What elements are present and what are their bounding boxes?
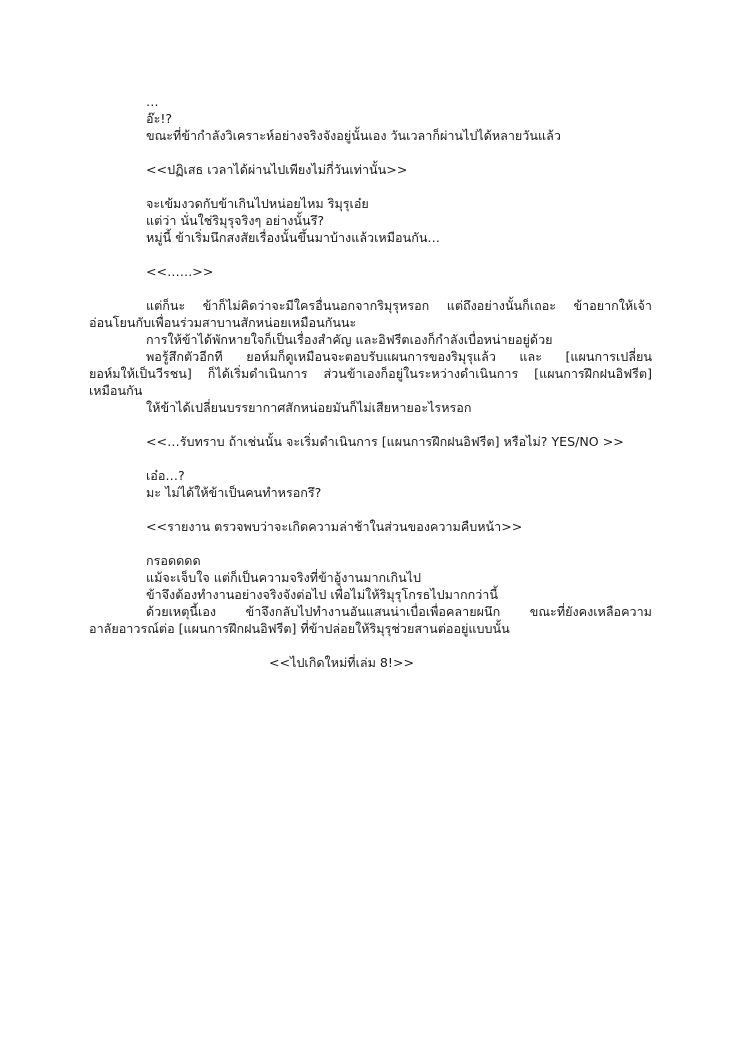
text-line: เอ๋อ…? (146, 468, 185, 483)
closing-line: <<ไปเกิดใหม่ที่เล่ม 8!>> (269, 655, 415, 670)
blank-line (89, 178, 652, 195)
text-line: <<ปฏิเสธ เวลาได้ผ่านไปเพียงไม่กี่วันเท่านั้น>> (146, 162, 408, 177)
text-line: แม้จะเจ็บใจ แต่ก็เป็นความจริงที่ข้าอู้งานมากเกินไป (146, 570, 422, 585)
text-line: ขณะที่ข้ากำลังวิเคราะห์อย่างจริงจังอยู่นั้นเอง วันเวลาก็ผ่านไปได้หลายวันแล้ว (146, 128, 561, 143)
text-line: อ๊ะ!? (146, 111, 173, 126)
text-line: แต่ว่า นั่นใช่ริมุรุจริงๆ อย่างนั้นรึ? (146, 213, 325, 228)
text-line: พอรู้สึกตัวอีกที ยอห์มก็ดูเหมือนจะตอบรับแผนการของริมุรุแล้ว และ [แผนการเปลี่ยน (146, 349, 652, 364)
text-line: <<……>> (146, 264, 214, 279)
text-line: อ่อนโยนกับเพื่อนร่วมสาบานสักหน่อยเหมือนกันนะ (89, 315, 357, 330)
text-line: … (146, 94, 159, 109)
blank-line (89, 280, 652, 297)
text-line: ให้ข้าได้เปลี่ยนบรรยากาศสักหน่อยมันก็ไม่เสียหายอะไรหรอก (146, 400, 472, 415)
text-line: อาลัยอาวรณ์ต่อ [แผนการฝึกฝนอิฟรีต] ที่ข้าปล่อยให้ริมุรุช่วยสานต่ออยู่แบบนั้น (89, 621, 510, 636)
text-line: หมู่นี้ ข้าเริ่มนึกสงสัยเรื่องนั้นขึ้นมาบ้างแล้วเหมือนกัน… (146, 230, 441, 245)
text-line: การให้ข้าได้พักหายใจก็เป็นเรื่องสำคัญ และอิฟรีตเองก็กำลังเบื่อหน่ายอยู่ด้วย (146, 332, 553, 347)
text-line: แต่ก็นะ ข้าก็ไม่คิดว่าจะมีใครอื่นนอกจากริมุรุหรอก แต่ถึงอย่างนั้นก็เถอะ ข้าอยากให้เจ้า (146, 298, 652, 313)
text-line: ด้วยเหตุนี้เอง ข้าจึงกลับไปทำงานอันแสนน่าเบื่อเพื่อคลายผนึก ขณะที่ยังคงเหลือความ (146, 604, 652, 619)
blank-line (89, 501, 652, 518)
document-body (89, 93, 652, 671)
blank-line (89, 637, 652, 654)
text-line: จะเข้มงวดกับข้าเกินไปหน่อยไหม ริมุรุเอ๋ย (146, 196, 369, 211)
text-line: <<รายงาน ตรวจพบว่าจะเกิดความล่าช้าในส่วนของความคืบหน้า>> (146, 519, 523, 534)
blank-line (89, 144, 652, 161)
text-line: มะ ไม่ได้ให้ข้าเป็นคนทำหรอกรึ? (146, 485, 322, 500)
text-line: <<…รับทราบ ถ้าเช่นนั้น จะเริ่มดำเนินการ [แผนการฝึกฝนอิฟรีต] หรือไม่? YES/NO >> (146, 434, 624, 449)
text-line: กรอดดดด (146, 553, 201, 568)
text-line: เหมือนกัน (89, 383, 143, 398)
text-line: ยอห์มให้เป็นวีรชน] ก็ได้เริ่มดำเนินการ ส่วนข้าเองก็อยู่ในระหว่างดำเนินการ [แผนการฝึกฝนอิฟรีต] (89, 366, 652, 381)
blank-line (89, 416, 652, 433)
blank-line (89, 535, 652, 552)
text-line: ข้าจึงต้องทำงานอย่างจริงจังต่อไป เพื่อไม่ให้ริมุรุโกรธไปมากกว่านี้ (146, 587, 498, 602)
blank-line (89, 246, 652, 263)
blank-line (89, 450, 652, 467)
